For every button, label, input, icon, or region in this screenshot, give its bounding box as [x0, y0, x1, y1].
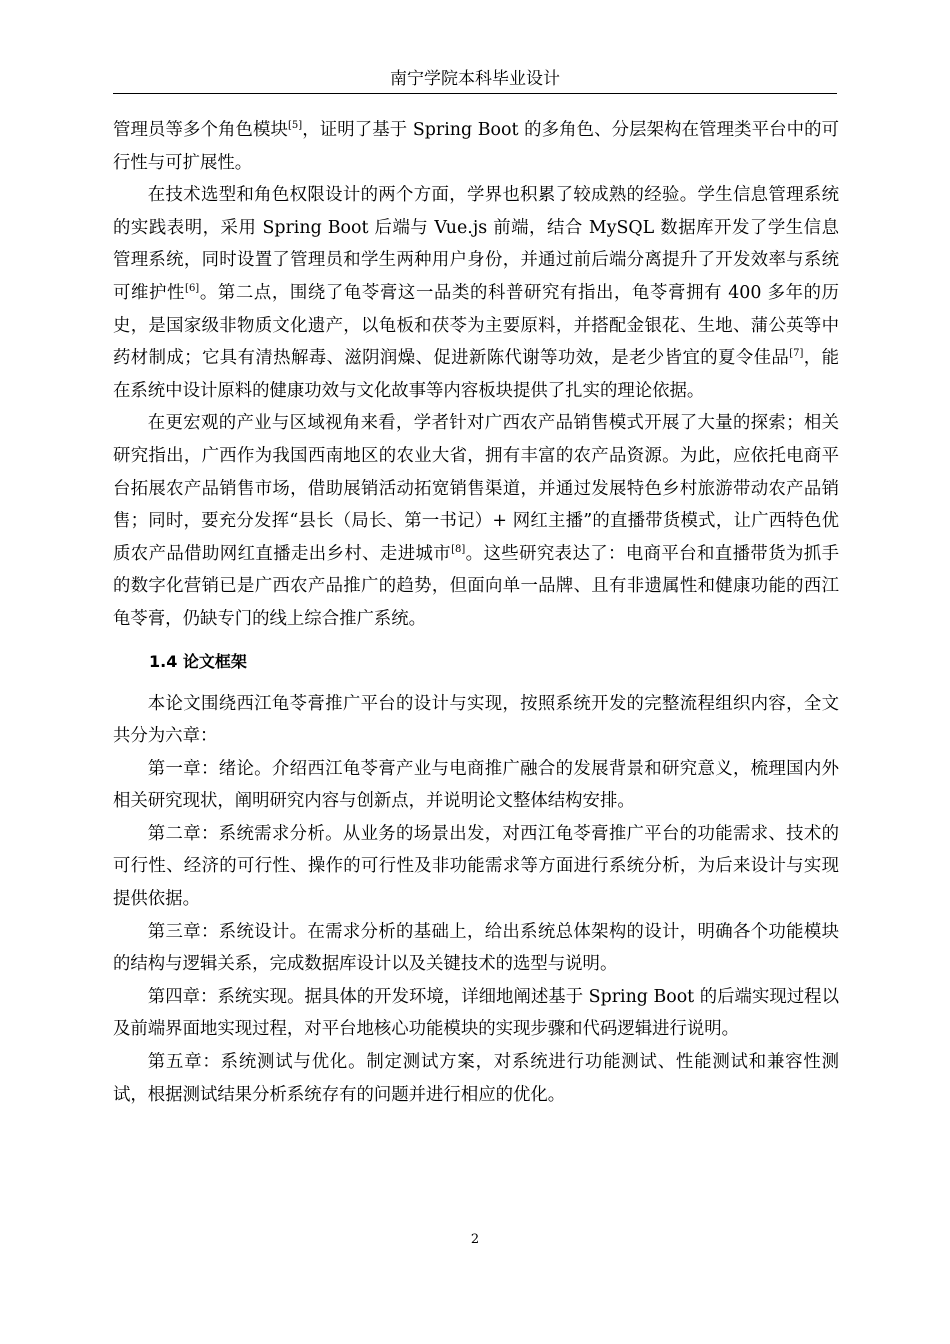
paragraph-3-text-b: 。这些研究表达了：电商平台和直播带货为抓手的数字化营销已是广西农产品推广的趋势，但面向单一品牌、且有非遗属性和健康功能的西江龟苓膏，仍缺专门的线上综合推广系统。 [113, 543, 839, 629]
citation-5: [5] [287, 120, 303, 131]
page-number: 2 [470, 1232, 480, 1247]
paragraph-4: 本论文围绕西江龟苓膏推广平台的设计与实现，按照系统开发的完整流程组织内容，全文共分为六章： [113, 693, 839, 747]
paragraph-chapter-5: 第五章：系统测试与优化。制定测试方案，对系统进行功能测试、性能测试和兼容性测试，根据测试结果分析系统存有的问题并进行相应的优化。 [113, 1052, 839, 1105]
paragraph-1-text-b: ，证明了基于 Spring Boot 的多角色、分层架构在管理类平台中的可行性与可扩展性。 [113, 120, 839, 173]
paragraph-chapter-4: 第四章：系统实现。据具体的开发环境，详细地阐述基于 Spring Boot 的后端实现过程以及前端界面地实现过程，对平台地核心功能模块的实现步骤和代码逻辑进行说明。 [113, 986, 839, 1040]
paragraph-chapter-2: 第二章：系统需求分析。从业务的场景出发，对西江龟苓膏推广平台的功能需求、技术的可行性、经济的可行性、操作的可行性及非功能需求等方面进行系统分析，为后来设计与实现提供依据。 [113, 823, 839, 910]
paragraph-3 [113, 407, 839, 635]
paragraph-2 [113, 179, 839, 407]
page-header [113, 64, 837, 94]
page-footer [0, 1231, 950, 1249]
paragraph-1 [113, 114, 839, 179]
paragraph-2-text-b: 。第二点，围绕了龟苓膏这一品类的科普研究有指出，龟苓膏拥有 400 多年的历史，是国家级非物质文化遗产，以龟板和茯苓为主要原料，并搭配金银花、生地、蒲公英等中药材制成；它具有清热解毒、滋阴润燥、促进新陈代谢等功效，是老少皆宜的夏令佳品 [113, 282, 839, 369]
citation-7: [7] [789, 348, 804, 360]
page-body [113, 114, 839, 1111]
citation-6: [6] [185, 282, 200, 294]
paragraph-1-text-a: 管理员等多个角色模块 [113, 120, 288, 140]
citation-8: [8] [451, 543, 466, 555]
header-title: 南宁学院本科毕业设计 [390, 69, 560, 89]
paragraph-2-text-a: 在技术选型和角色权限设计的两个方面，学界也积累了较成熟的经验。学生信息管理系统的实践表明，采用 Spring Boot 后端与 Vue.js 前端，结合 MySQL 数据库开发了学生信息管理系统，同时设置了管理员和学生两种用户身份，并通过前后端分离提升了开发效率与系统可维护性 [113, 185, 839, 303]
paragraph-chapter-1: 第一章：绪论。介绍西江龟苓膏产业与电商推广融合的发展背景和研究意义，梳理国内外相关研究现状，阐明研究内容与创新点，并说明论文整体结构安排。 [113, 758, 839, 812]
section-heading-1-4: 1.4 论文框架 [149, 651, 247, 671]
paragraph-chapter-3: 第三章：系统设计。在需求分析的基础上，给出系统总体架构的设计，明确各个功能模块的结构与逻辑关系，完成数据库设计以及关键技术的选型与说明。 [113, 921, 839, 975]
paragraph-2-text-c: ，能在系统中设计原料的健康功效与文化故事等内容板块提供了扎实的理论依据。 [113, 348, 839, 401]
paragraph-3-text-a: 在更宏观的产业与区域视角来看，学者针对广西农产品销售模式开展了大量的探索；相关研究指出，广西作为我国西南地区的农业大省，拥有丰富的农产品资源。为此，应依托电商平台拓展农产品销售市场，借助展销活动拓宽销售渠道，并通过发展特色乡村旅游带动农产品销售；同时，要充分发挥“县长（局长、第一书记）+ 网红主播”的直播带货模式，让广西特色优质农产品借助网红直播走出乡村、走进城市 [113, 413, 839, 564]
